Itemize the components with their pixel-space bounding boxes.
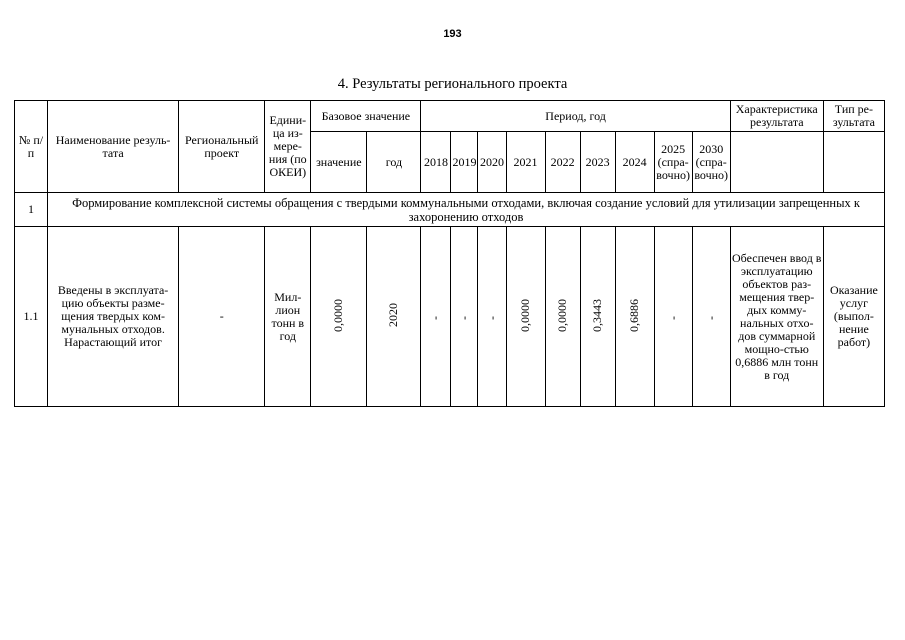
row-year-value: - <box>456 316 471 320</box>
results-table <box>14 100 885 407</box>
row-year-value: - <box>428 316 443 320</box>
row-base-year-cell <box>367 227 421 407</box>
header-unit: Едини-ца из-мере-ния (по ОКЕИ) <box>265 101 311 193</box>
row-year-value: - <box>665 316 680 320</box>
row-year-value: 0,0000 <box>555 298 570 332</box>
row-base-value-cell <box>311 227 367 407</box>
row-year-cell <box>615 227 654 407</box>
row-year-cell <box>692 227 730 407</box>
page-number: 193 <box>443 28 462 40</box>
header-base-value: Базовое значение <box>311 101 421 132</box>
header-year: 2021 <box>506 132 545 193</box>
header-name: Наименование резуль-тата <box>48 101 179 193</box>
row-year-cell <box>451 227 478 407</box>
header-characteristic: Характеристика результата <box>730 101 823 132</box>
header-period: Период, год <box>421 101 730 132</box>
row-num: 1.1 <box>15 227 48 407</box>
header-year: 2030 (спра-вочно) <box>692 132 730 193</box>
header-year: 2020 <box>478 132 506 193</box>
row-result-type: Оказание услуг (выпол-нение работ) <box>823 227 884 407</box>
row-year-cell <box>421 227 451 407</box>
row-year-value: 0,6886 <box>627 298 642 332</box>
row-year-cell <box>506 227 545 407</box>
section-num: 1 <box>15 193 48 227</box>
header-characteristic-empty <box>730 132 823 193</box>
section-name: Формирование комплексной системы обращения с твердыми коммунальными отходами, включая создание условий для утилизации запрещенных к захоронению отходов <box>48 193 885 227</box>
header-year: 2018 <box>421 132 451 193</box>
row-year-value: 0,0000 <box>518 298 533 332</box>
row-regional-project: - <box>179 227 265 407</box>
row-year-value: 0,3443 <box>590 298 605 332</box>
header-base-value-year: год <box>367 132 421 193</box>
row-year-value: - <box>703 316 718 320</box>
row-year-cell <box>478 227 506 407</box>
row-characteristic: Обеспечен ввод в эксплуатацию объектов раз-мещения твер-дых комму-нальных отхо-дов суммарной мощно-стью 0,6886 млн тонн в год <box>730 227 823 407</box>
row-base-year: 2020 <box>386 303 401 327</box>
header-result-type-empty <box>823 132 884 193</box>
row-base-value: 0,0000 <box>331 298 346 332</box>
row-year-value: - <box>484 316 499 320</box>
section-title: 4. Результаты регионального проекта <box>337 76 568 92</box>
header-base-value-value: значение <box>311 132 367 193</box>
header-num: № п/п <box>15 101 48 193</box>
header-year: 2022 <box>545 132 580 193</box>
row-name: Введены в эксплуата-цию объекты разме-щения твердых ком-мунальных отходов. Нарастающий итог <box>48 227 179 407</box>
header-result-type: Тип ре-зультата <box>823 101 884 132</box>
header-year: 2025 (спра-вочно) <box>654 132 692 193</box>
header-year: 2023 <box>580 132 615 193</box>
header-year: 2024 <box>615 132 654 193</box>
row-year-cell <box>545 227 580 407</box>
header-regional-project: Региональный проект <box>179 101 265 193</box>
row-year-cell <box>580 227 615 407</box>
row-year-cell <box>654 227 692 407</box>
header-year: 2019 <box>451 132 478 193</box>
row-unit: Мил-лион тонн в год <box>265 227 311 407</box>
